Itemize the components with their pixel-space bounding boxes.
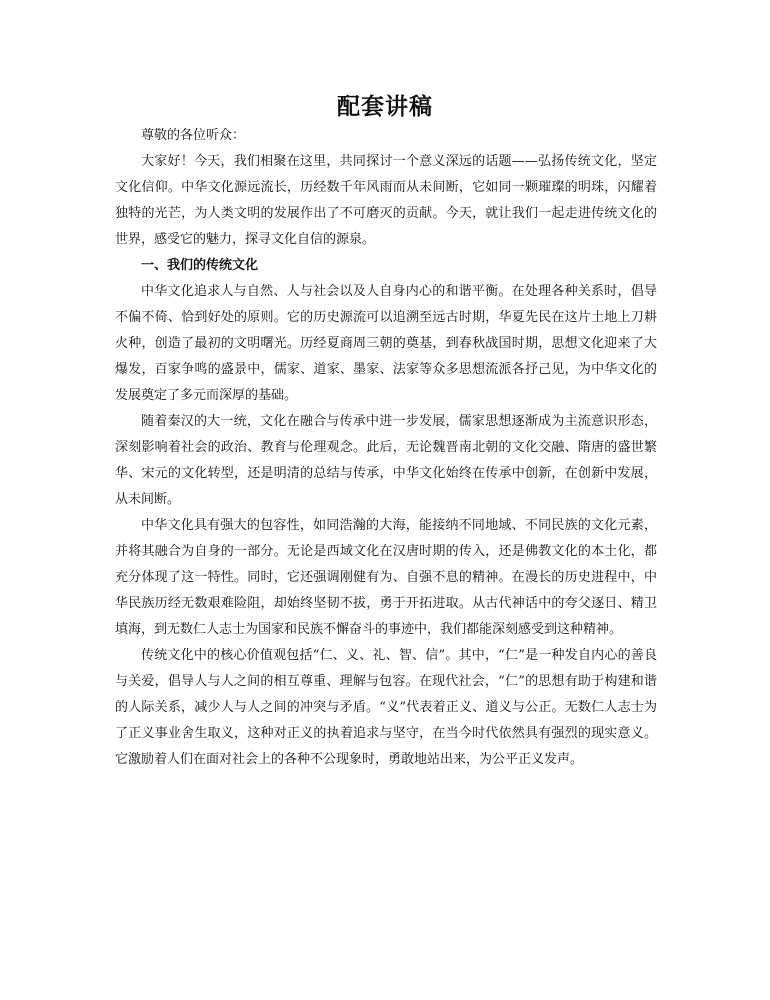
section-heading: 一、我们的传统文化 xyxy=(141,258,259,273)
body-paragraph-4: 传统文化中的核心价值观包括“仁、义、礼、智、信”。其中，“仁”是一种发自内心的善良与关爱，倡导人与人之间的相互尊重、理解与包容。在现代社会，“仁”的思想有助于构建和谐的人际关系，减少人与人之间的冲突与矛盾。“义”代表着正义、道义与公正。无数仁人志士为了正义事业舍生取义，这种对正义的执着追求与坚守，在当今时代依然具有强烈的现实意义。它激励着人们在面对社会上的各种不公现象时，勇敢地站出来，为公平正义发声。 xyxy=(115,648,657,767)
intro-paragraph: 大家好！今天，我们相聚在这里，共同探讨一个意义深远的话题——弘扬传统文化，坚定文化信仰。中华文化源远流长，历经数千年风雨而从未间断，它如同一颗璀璨的明珠，闪耀着独特的光芒，为人类文明的发展作出了不可磨灭的贡献。今天，就让我们一起走进传统文化的世界，感受它的魅力，探寻文化自信的源泉。 xyxy=(115,154,657,247)
greeting: 尊敬的各位听众： xyxy=(141,128,246,143)
body-paragraph-3: 中华文化具有强大的包容性，如同浩瀚的大海，能接纳不同地域、不同民族的文化元素，并将其融合为自身的一部分。无论是西域文化在汉唐时期的传入，还是佛教文化的本土化，都充分体现了这一特性。同时，它还强调刚健有为、自强不息的精神。在漫长的历史进程中，中华民族历经无数艰难险阻，却始终坚韧不拔，勇于开拓进取。从古代神话中的夸父逐日、精卫填海，到无数仁人志士为国家和民族不懈奋斗的事迹中，我们都能深刻感受到这种精神。 xyxy=(115,518,657,637)
body-paragraph-2: 随着秦汉的大一统，文化在融合与传承中进一步发展，儒家思想逐渐成为主流意识形态，深刻影响着社会的政治、教育与伦理观念。此后，无论魏晋南北朝的文化交融、隋唐的盛世繁华、宋元的文化转型，还是明清的总结与传承，中华文化始终在传承中创新，在创新中发展，从未间断。 xyxy=(115,414,657,507)
document-body xyxy=(115,123,657,773)
document-title: 配套讲稿 xyxy=(337,93,433,120)
body-paragraph-1: 中华文化追求人与自然、人与社会以及人自身内心的和谐平衡。在处理各种关系时，倡导不偏不倚、恰到好处的原则。它的历史源流可以追溯至远古时期，华夏先民在这片土地上刀耕火种，创造了最初的文明曙光。历经夏商周三朝的奠基，到春秋战国时期，思想文化迎来了大爆发，百家争鸣的盛景中，儒家、道家、墨家、法家等众多思想流派各抒己见，为中华文化的发展奠定了多元而深厚的基础。 xyxy=(115,284,657,403)
